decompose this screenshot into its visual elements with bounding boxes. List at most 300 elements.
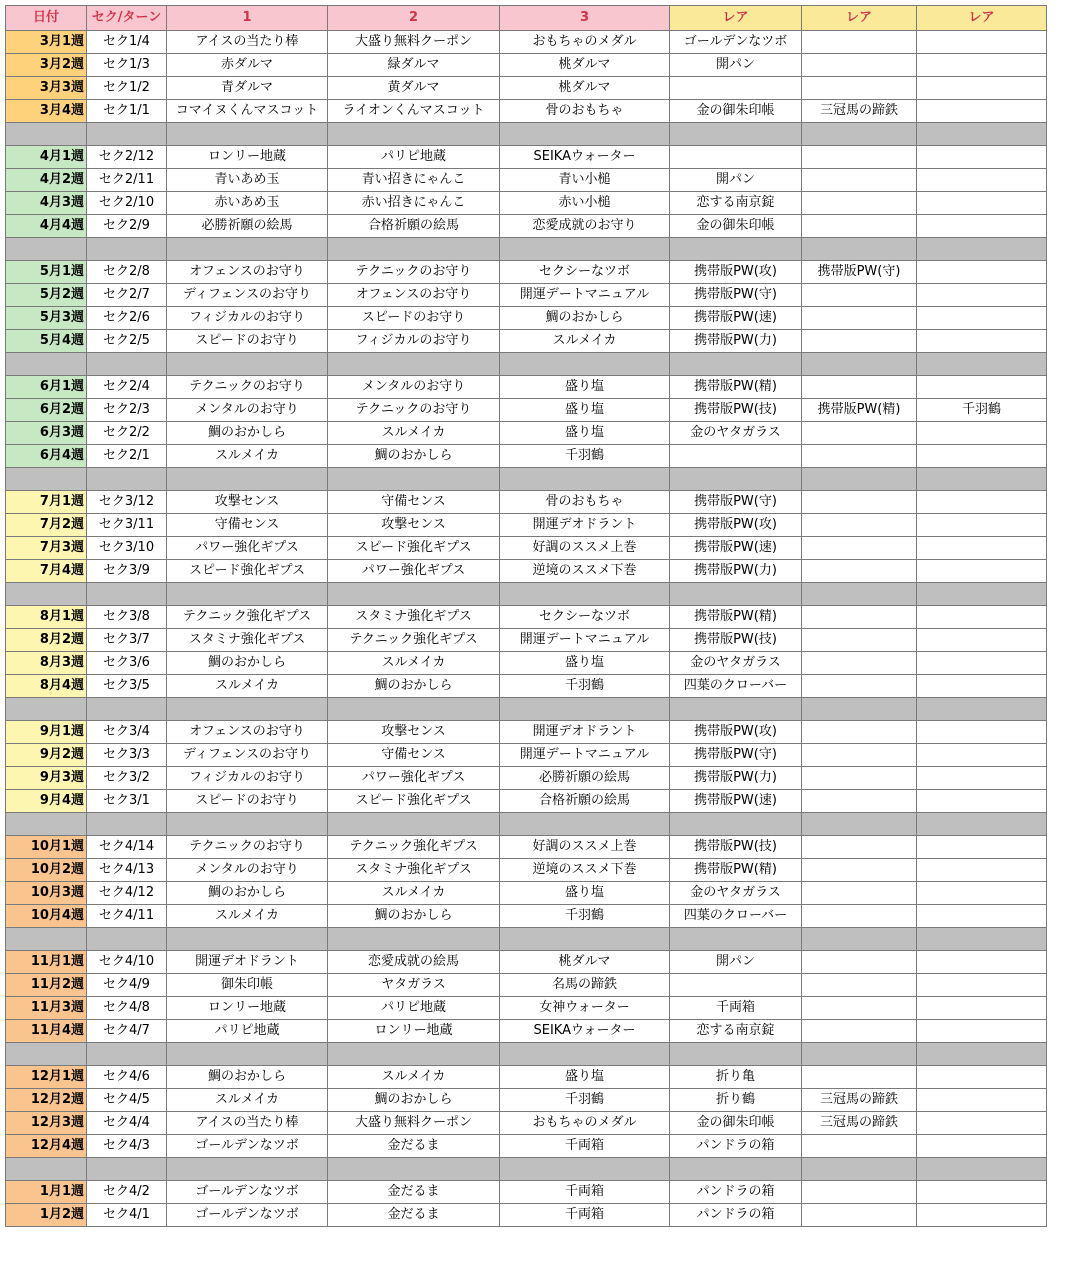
rare-3-cell[interactable] [917,146,1047,169]
item-3-cell[interactable]: 開運デートマニュアル [500,744,670,767]
rare-2-cell[interactable] [802,491,917,514]
sector-turn-cell[interactable]: セク3/10 [87,537,167,560]
item-2-cell[interactable]: スタミナ強化ギプス [328,606,500,629]
item-1-cell[interactable]: 御朱印帳 [167,974,328,997]
rare-1-cell[interactable]: 四葉のクローバー [670,675,802,698]
date-cell[interactable]: 7月4週 [6,560,87,583]
rare-2-cell[interactable] [802,652,917,675]
sector-turn-cell[interactable]: セク1/2 [87,77,167,100]
rare-1-cell[interactable]: 携帯版PW(精) [670,606,802,629]
rare-1-cell[interactable]: 金の御朱印帳 [670,215,802,238]
rare-1-cell[interactable]: 携帯版PW(力) [670,560,802,583]
rare-2-cell[interactable] [802,537,917,560]
rare-3-cell[interactable] [917,1020,1047,1043]
rare-2-cell[interactable] [802,77,917,100]
item-2-cell[interactable]: スタミナ強化ギプス [328,859,500,882]
date-cell[interactable]: 7月3週 [6,537,87,560]
sector-turn-cell[interactable]: セク1/4 [87,31,167,54]
item-2-cell[interactable]: スピード強化ギプス [328,790,500,813]
rare-3-cell[interactable]: 千羽鶴 [917,399,1047,422]
rare-3-cell[interactable] [917,1089,1047,1112]
item-2-cell[interactable]: 攻撃センス [328,721,500,744]
date-cell[interactable]: 10月1週 [6,836,87,859]
item-1-cell[interactable]: 鯛のおかしら [167,882,328,905]
date-cell[interactable]: 1月1週 [6,1181,87,1204]
rare-3-cell[interactable] [917,215,1047,238]
rare-1-cell[interactable]: 携帯版PW(技) [670,629,802,652]
rare-1-cell[interactable] [670,445,802,468]
item-1-cell[interactable]: ゴールデンなツボ [167,1204,328,1227]
item-3-cell[interactable]: 好調のススメ上巻 [500,836,670,859]
date-cell[interactable]: 3月4週 [6,100,87,123]
item-3-cell[interactable]: 名馬の蹄鉄 [500,974,670,997]
rare-3-cell[interactable] [917,744,1047,767]
item-3-cell[interactable]: 赤い小槌 [500,192,670,215]
rare-3-cell[interactable] [917,491,1047,514]
sector-turn-cell[interactable]: セク3/11 [87,514,167,537]
item-2-cell[interactable]: ライオンくんマスコット [328,100,500,123]
item-3-cell[interactable]: 合格祈願の絵馬 [500,790,670,813]
item-3-cell[interactable]: おもちゃのメダル [500,1112,670,1135]
rare-3-cell[interactable] [917,1112,1047,1135]
item-1-cell[interactable]: スピード強化ギプス [167,560,328,583]
date-cell[interactable]: 6月4週 [6,445,87,468]
sector-turn-cell[interactable]: セク2/10 [87,192,167,215]
rare-3-cell[interactable] [917,721,1047,744]
rare-2-cell[interactable] [802,836,917,859]
item-1-cell[interactable]: 鯛のおかしら [167,1066,328,1089]
item-2-cell[interactable]: 金だるま [328,1135,500,1158]
date-cell[interactable]: 5月1週 [6,261,87,284]
rare-1-cell[interactable]: 金の御朱印帳 [670,100,802,123]
rare-2-cell[interactable] [802,54,917,77]
item-2-cell[interactable]: パリピ地蔵 [328,997,500,1020]
sector-turn-cell[interactable]: セク3/1 [87,790,167,813]
item-1-cell[interactable]: 赤ダルマ [167,54,328,77]
item-3-cell[interactable]: 盛り塩 [500,399,670,422]
item-2-cell[interactable]: 鯛のおかしら [328,675,500,698]
item-1-cell[interactable]: 守備センス [167,514,328,537]
sector-turn-cell[interactable]: セク2/7 [87,284,167,307]
date-cell[interactable]: 1月2週 [6,1204,87,1227]
rare-1-cell[interactable]: 携帯版PW(攻) [670,261,802,284]
item-2-cell[interactable]: 合格祈願の絵馬 [328,215,500,238]
item-1-cell[interactable]: ゴールデンなツボ [167,1135,328,1158]
rare-1-cell[interactable]: 携帯版PW(技) [670,399,802,422]
sector-turn-cell[interactable]: セク4/12 [87,882,167,905]
rare-1-cell[interactable]: 金のヤタガラス [670,652,802,675]
item-3-cell[interactable]: 千両箱 [500,1181,670,1204]
rare-3-cell[interactable] [917,1135,1047,1158]
rare-3-cell[interactable] [917,169,1047,192]
item-2-cell[interactable]: 黄ダルマ [328,77,500,100]
item-3-cell[interactable]: 千羽鶴 [500,445,670,468]
rare-2-cell[interactable] [802,307,917,330]
item-1-cell[interactable]: スルメイカ [167,445,328,468]
sector-turn-cell[interactable]: セク4/13 [87,859,167,882]
rare-1-cell[interactable]: 携帯版PW(守) [670,284,802,307]
rare-3-cell[interactable] [917,882,1047,905]
rare-2-cell[interactable] [802,997,917,1020]
date-cell[interactable]: 3月1週 [6,31,87,54]
item-1-cell[interactable]: 鯛のおかしら [167,652,328,675]
item-3-cell[interactable]: 千羽鶴 [500,1089,670,1112]
rare-3-cell[interactable] [917,675,1047,698]
rare-2-cell[interactable] [802,514,917,537]
rare-1-cell[interactable]: 開パン [670,951,802,974]
date-cell[interactable]: 9月1週 [6,721,87,744]
date-cell[interactable]: 5月2週 [6,284,87,307]
rare-1-cell[interactable]: 開パン [670,169,802,192]
rare-2-cell[interactable] [802,629,917,652]
rare-1-cell[interactable] [670,974,802,997]
rare-2-cell[interactable] [802,1066,917,1089]
item-3-cell[interactable]: 盛り塩 [500,652,670,675]
rare-2-cell[interactable] [802,215,917,238]
item-2-cell[interactable]: テクニック強化ギプス [328,836,500,859]
item-1-cell[interactable]: スピードのお守り [167,790,328,813]
rare-1-cell[interactable]: 折り亀 [670,1066,802,1089]
sector-turn-cell[interactable]: セク4/2 [87,1181,167,1204]
item-2-cell[interactable]: スルメイカ [328,1066,500,1089]
item-3-cell[interactable]: 逆境のススメ下巻 [500,859,670,882]
item-1-cell[interactable]: スルメイカ [167,905,328,928]
rare-3-cell[interactable] [917,790,1047,813]
sector-turn-cell[interactable]: セク4/4 [87,1112,167,1135]
rare-3-cell[interactable] [917,100,1047,123]
sector-turn-cell[interactable]: セク1/1 [87,100,167,123]
item-2-cell[interactable]: スルメイカ [328,882,500,905]
rare-2-cell[interactable] [802,445,917,468]
sector-turn-cell[interactable]: セク3/3 [87,744,167,767]
item-2-cell[interactable]: 鯛のおかしら [328,1089,500,1112]
rare-3-cell[interactable] [917,422,1047,445]
sector-turn-cell[interactable]: セク2/11 [87,169,167,192]
item-2-cell[interactable]: 鯛のおかしら [328,445,500,468]
rare-1-cell[interactable]: 携帯版PW(速) [670,790,802,813]
rare-3-cell[interactable] [917,951,1047,974]
date-cell[interactable]: 11月3週 [6,997,87,1020]
date-cell[interactable]: 6月2週 [6,399,87,422]
rare-2-cell[interactable] [802,284,917,307]
item-3-cell[interactable]: 千両箱 [500,1204,670,1227]
rare-1-cell[interactable]: 携帯版PW(技) [670,836,802,859]
sector-turn-cell[interactable]: セク2/5 [87,330,167,353]
rare-2-cell[interactable] [802,560,917,583]
rare-3-cell[interactable] [917,445,1047,468]
rare-3-cell[interactable] [917,77,1047,100]
date-cell[interactable]: 5月3週 [6,307,87,330]
rare-3-cell[interactable] [917,1204,1047,1227]
date-cell[interactable]: 11月1週 [6,951,87,974]
item-1-cell[interactable]: メンタルのお守り [167,399,328,422]
item-2-cell[interactable]: 大盛り無料クーポン [328,1112,500,1135]
item-3-cell[interactable]: 恋愛成就のお守り [500,215,670,238]
rare-2-cell[interactable] [802,721,917,744]
item-1-cell[interactable]: スピードのお守り [167,330,328,353]
item-2-cell[interactable]: 攻撃センス [328,514,500,537]
date-cell[interactable]: 12月3週 [6,1112,87,1135]
item-3-cell[interactable]: 盛り塩 [500,1066,670,1089]
rare-1-cell[interactable]: 恋する南京錠 [670,1020,802,1043]
date-cell[interactable]: 8月1週 [6,606,87,629]
rare-1-cell[interactable]: 金の御朱印帳 [670,1112,802,1135]
sector-turn-cell[interactable]: セク4/7 [87,1020,167,1043]
date-cell[interactable]: 4月4週 [6,215,87,238]
rare-1-cell[interactable]: 携帯版PW(精) [670,859,802,882]
item-1-cell[interactable]: テクニックのお守り [167,376,328,399]
item-1-cell[interactable]: ロンリー地蔵 [167,997,328,1020]
item-3-cell[interactable]: 好調のススメ上巻 [500,537,670,560]
rare-3-cell[interactable] [917,767,1047,790]
item-1-cell[interactable]: スルメイカ [167,675,328,698]
rare-3-cell[interactable] [917,330,1047,353]
rare-2-cell[interactable]: 携帯版PW(精) [802,399,917,422]
item-3-cell[interactable]: 開運デオドラント [500,721,670,744]
date-cell[interactable]: 10月2週 [6,859,87,882]
date-cell[interactable]: 10月3週 [6,882,87,905]
sector-turn-cell[interactable]: セク2/4 [87,376,167,399]
item-1-cell[interactable]: オフェンスのお守り [167,721,328,744]
rare-2-cell[interactable] [802,951,917,974]
rare-2-cell[interactable] [802,744,917,767]
item-3-cell[interactable]: 逆境のススメ下巻 [500,560,670,583]
rare-2-cell[interactable] [802,767,917,790]
rare-1-cell[interactable]: パンドラの箱 [670,1204,802,1227]
item-1-cell[interactable]: スルメイカ [167,1089,328,1112]
rare-3-cell[interactable] [917,836,1047,859]
item-1-cell[interactable]: パワー強化ギプス [167,537,328,560]
rare-2-cell[interactable] [802,675,917,698]
item-3-cell[interactable]: SEIKAウォーター [500,1020,670,1043]
sector-turn-cell[interactable]: セク1/3 [87,54,167,77]
item-1-cell[interactable]: ディフェンスのお守り [167,744,328,767]
item-1-cell[interactable]: テクニックのお守り [167,836,328,859]
rare-1-cell[interactable]: ゴールデンなツボ [670,31,802,54]
rare-1-cell[interactable]: 折り鶴 [670,1089,802,1112]
item-2-cell[interactable]: パリピ地蔵 [328,146,500,169]
item-3-cell[interactable]: 骨のおもちゃ [500,100,670,123]
sector-turn-cell[interactable]: セク3/7 [87,629,167,652]
item-2-cell[interactable]: メンタルのお守り [328,376,500,399]
rare-1-cell[interactable]: 携帯版PW(力) [670,767,802,790]
item-3-cell[interactable]: 鯛のおかしら [500,307,670,330]
item-2-cell[interactable]: 赤い招きにゃんこ [328,192,500,215]
rare-1-cell[interactable]: 携帯版PW(速) [670,537,802,560]
sector-turn-cell[interactable]: セク2/1 [87,445,167,468]
sector-turn-cell[interactable]: セク3/5 [87,675,167,698]
item-1-cell[interactable]: アイスの当たり棒 [167,1112,328,1135]
item-1-cell[interactable]: 必勝祈願の絵馬 [167,215,328,238]
item-2-cell[interactable]: 鯛のおかしら [328,905,500,928]
rare-1-cell[interactable]: 金のヤタガラス [670,422,802,445]
rare-2-cell[interactable] [802,1020,917,1043]
rare-2-cell[interactable]: 三冠馬の蹄鉄 [802,100,917,123]
item-3-cell[interactable]: スルメイカ [500,330,670,353]
rare-1-cell[interactable]: 携帯版PW(速) [670,307,802,330]
date-cell[interactable]: 10月4週 [6,905,87,928]
item-2-cell[interactable]: スピードのお守り [328,307,500,330]
rare-3-cell[interactable] [917,560,1047,583]
item-2-cell[interactable]: スピード強化ギプス [328,537,500,560]
item-2-cell[interactable]: 金だるま [328,1204,500,1227]
rare-1-cell[interactable]: 携帯版PW(精) [670,376,802,399]
rare-1-cell[interactable]: 携帯版PW(力) [670,330,802,353]
item-1-cell[interactable]: フィジカルのお守り [167,767,328,790]
item-2-cell[interactable]: 金だるま [328,1181,500,1204]
item-3-cell[interactable]: 必勝祈願の絵馬 [500,767,670,790]
rare-2-cell[interactable]: 三冠馬の蹄鉄 [802,1112,917,1135]
item-1-cell[interactable]: メンタルのお守り [167,859,328,882]
item-3-cell[interactable]: 開運デオドラント [500,514,670,537]
rare-3-cell[interactable] [917,537,1047,560]
date-cell[interactable]: 3月3週 [6,77,87,100]
item-3-cell[interactable]: 青い小槌 [500,169,670,192]
rare-2-cell[interactable] [802,790,917,813]
rare-1-cell[interactable]: 金のヤタガラス [670,882,802,905]
rare-2-cell[interactable] [802,905,917,928]
rare-2-cell[interactable]: 三冠馬の蹄鉄 [802,1089,917,1112]
date-cell[interactable]: 12月2週 [6,1089,87,1112]
date-cell[interactable]: 4月2週 [6,169,87,192]
item-2-cell[interactable]: 緑ダルマ [328,54,500,77]
date-cell[interactable]: 4月3週 [6,192,87,215]
item-1-cell[interactable]: パリピ地蔵 [167,1020,328,1043]
sector-turn-cell[interactable]: セク3/8 [87,606,167,629]
sector-turn-cell[interactable]: セク3/6 [87,652,167,675]
item-2-cell[interactable]: フィジカルのお守り [328,330,500,353]
item-1-cell[interactable]: ロンリー地蔵 [167,146,328,169]
item-1-cell[interactable]: 青ダルマ [167,77,328,100]
item-3-cell[interactable]: セクシーなツボ [500,606,670,629]
item-1-cell[interactable]: 鯛のおかしら [167,422,328,445]
rare-3-cell[interactable] [917,974,1047,997]
rare-3-cell[interactable] [917,307,1047,330]
sector-turn-cell[interactable]: セク4/10 [87,951,167,974]
item-3-cell[interactable]: 骨のおもちゃ [500,491,670,514]
sector-turn-cell[interactable]: セク4/8 [87,997,167,1020]
sector-turn-cell[interactable]: セク2/6 [87,307,167,330]
rare-2-cell[interactable] [802,31,917,54]
rare-2-cell[interactable] [802,1204,917,1227]
date-cell[interactable]: 9月3週 [6,767,87,790]
rare-1-cell[interactable] [670,77,802,100]
rare-3-cell[interactable] [917,261,1047,284]
rare-3-cell[interactable] [917,1066,1047,1089]
date-cell[interactable]: 4月1週 [6,146,87,169]
rare-2-cell[interactable] [802,606,917,629]
item-3-cell[interactable]: 盛り塩 [500,422,670,445]
date-cell[interactable]: 11月4週 [6,1020,87,1043]
item-2-cell[interactable]: 守備センス [328,744,500,767]
rare-3-cell[interactable] [917,376,1047,399]
item-2-cell[interactable]: テクニック強化ギプス [328,629,500,652]
date-cell[interactable]: 12月1週 [6,1066,87,1089]
item-3-cell[interactable]: 桃ダルマ [500,77,670,100]
sector-turn-cell[interactable]: セク3/2 [87,767,167,790]
item-2-cell[interactable]: 大盛り無料クーポン [328,31,500,54]
rare-2-cell[interactable] [802,376,917,399]
sector-turn-cell[interactable]: セク4/9 [87,974,167,997]
date-cell[interactable]: 9月2週 [6,744,87,767]
item-2-cell[interactable]: ヤタガラス [328,974,500,997]
item-3-cell[interactable]: 桃ダルマ [500,951,670,974]
sector-turn-cell[interactable]: セク2/8 [87,261,167,284]
rare-2-cell[interactable] [802,146,917,169]
item-2-cell[interactable]: 恋愛成就の絵馬 [328,951,500,974]
date-cell[interactable]: 6月1週 [6,376,87,399]
item-3-cell[interactable]: 盛り塩 [500,882,670,905]
date-cell[interactable]: 7月2週 [6,514,87,537]
sector-turn-cell[interactable]: セク2/9 [87,215,167,238]
rare-3-cell[interactable] [917,284,1047,307]
rare-3-cell[interactable] [917,606,1047,629]
sector-turn-cell[interactable]: セク4/3 [87,1135,167,1158]
sector-turn-cell[interactable]: セク2/3 [87,399,167,422]
item-1-cell[interactable]: 攻撃センス [167,491,328,514]
date-cell[interactable]: 8月2週 [6,629,87,652]
sector-turn-cell[interactable]: セク4/5 [87,1089,167,1112]
item-2-cell[interactable]: パワー強化ギプス [328,560,500,583]
item-2-cell[interactable]: ロンリー地蔵 [328,1020,500,1043]
rare-2-cell[interactable] [802,1135,917,1158]
item-2-cell[interactable]: スルメイカ [328,422,500,445]
sector-turn-cell[interactable]: セク4/11 [87,905,167,928]
item-3-cell[interactable]: 盛り塩 [500,376,670,399]
item-3-cell[interactable]: 千羽鶴 [500,675,670,698]
rare-3-cell[interactable] [917,31,1047,54]
rare-3-cell[interactable] [917,629,1047,652]
rare-1-cell[interactable]: 携帯版PW(守) [670,491,802,514]
rare-1-cell[interactable]: 携帯版PW(守) [670,744,802,767]
date-cell[interactable]: 7月1週 [6,491,87,514]
rare-2-cell[interactable] [802,1181,917,1204]
rare-1-cell[interactable]: 携帯版PW(攻) [670,721,802,744]
item-3-cell[interactable]: 千羽鶴 [500,905,670,928]
item-3-cell[interactable]: 女神ウォーター [500,997,670,1020]
rare-3-cell[interactable] [917,859,1047,882]
sector-turn-cell[interactable]: セク2/2 [87,422,167,445]
rare-3-cell[interactable] [917,514,1047,537]
item-3-cell[interactable]: おもちゃのメダル [500,31,670,54]
rare-3-cell[interactable] [917,192,1047,215]
rare-2-cell[interactable] [802,192,917,215]
rare-1-cell[interactable]: パンドラの箱 [670,1181,802,1204]
rare-3-cell[interactable] [917,997,1047,1020]
item-1-cell[interactable]: スタミナ強化ギプス [167,629,328,652]
item-2-cell[interactable]: スルメイカ [328,652,500,675]
item-3-cell[interactable]: SEIKAウォーター [500,146,670,169]
rare-2-cell[interactable]: 携帯版PW(守) [802,261,917,284]
sector-turn-cell[interactable]: セク3/9 [87,560,167,583]
rare-1-cell[interactable]: 恋する南京錠 [670,192,802,215]
rare-1-cell[interactable]: 千両箱 [670,997,802,1020]
rare-2-cell[interactable] [802,882,917,905]
item-2-cell[interactable]: オフェンスのお守り [328,284,500,307]
item-3-cell[interactable]: セクシーなツボ [500,261,670,284]
date-cell[interactable]: 9月4週 [6,790,87,813]
item-1-cell[interactable]: ディフェンスのお守り [167,284,328,307]
rare-1-cell[interactable]: パンドラの箱 [670,1135,802,1158]
date-cell[interactable]: 11月2週 [6,974,87,997]
rare-2-cell[interactable] [802,859,917,882]
date-cell[interactable]: 12月4週 [6,1135,87,1158]
date-cell[interactable]: 8月3週 [6,652,87,675]
item-1-cell[interactable]: 赤いあめ玉 [167,192,328,215]
item-2-cell[interactable]: 青い招きにゃんこ [328,169,500,192]
rare-2-cell[interactable] [802,974,917,997]
item-3-cell[interactable]: 開運デートマニュアル [500,629,670,652]
